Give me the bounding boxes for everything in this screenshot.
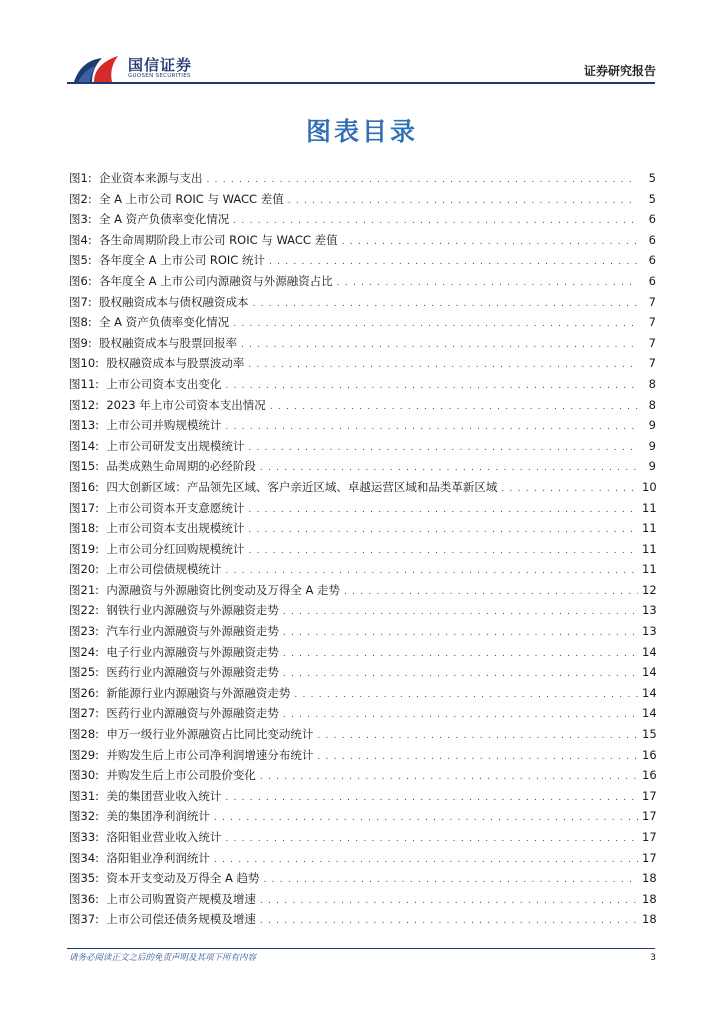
toc-entry-title: 企业资本来源与支出 bbox=[99, 171, 203, 185]
toc-entry-title: 医药行业内源融资与外源融资走势 bbox=[106, 665, 279, 680]
page-title: 图表目录 bbox=[305, 117, 418, 146]
toc-entry[interactable] bbox=[69, 209, 656, 230]
page-header bbox=[0, 0, 724, 85]
toc-entry[interactable] bbox=[69, 230, 656, 251]
disclaimer-text: 请务必阅读正文之后的免责声明及其项下所有内容 bbox=[69, 953, 257, 963]
toc-entry-title: 全 A 资产负债率变化情况 bbox=[99, 212, 230, 227]
toc-leader-dots bbox=[214, 808, 638, 829]
toc-entry-title: 新能源行业内源融资与外源融资走势 bbox=[106, 685, 291, 700]
toc-leader-dots bbox=[260, 891, 638, 912]
toc-leader-dots bbox=[260, 767, 638, 788]
toc-entry-page: 17 bbox=[642, 850, 657, 865]
toc-entry[interactable] bbox=[69, 786, 656, 807]
guosen-logo-icon bbox=[72, 52, 124, 84]
toc-entry-title: 上市公司资本支出变化 bbox=[106, 376, 222, 391]
toc-leader-dots bbox=[337, 273, 638, 294]
toc-entry-page: 9 bbox=[648, 459, 656, 474]
toc-entry-label: 图2: bbox=[69, 191, 92, 206]
toc-entry-title: 上市公司资本支出规模统计 bbox=[106, 521, 245, 536]
toc-leader-dots bbox=[283, 602, 638, 623]
toc-entry-label: 图32: bbox=[69, 809, 100, 824]
toc-leader-dots bbox=[248, 438, 638, 459]
toc-entry-title: 股权融资成本与股票波动率 bbox=[106, 356, 245, 371]
toc-entry[interactable] bbox=[69, 333, 656, 354]
toc-entry-page: 7 bbox=[648, 335, 656, 350]
toc-entry[interactable] bbox=[69, 189, 656, 210]
toc-leader-dots bbox=[270, 397, 638, 418]
toc-entry-page: 6 bbox=[648, 232, 656, 247]
toc-entry-label: 图12: bbox=[69, 397, 100, 412]
toc-entry[interactable] bbox=[69, 436, 656, 457]
toc-entry-title: 汽车行业内源融资与外源融资走势 bbox=[106, 624, 279, 639]
toc-leader-dots bbox=[214, 850, 638, 871]
header-divider bbox=[67, 82, 655, 84]
toc-entry[interactable] bbox=[69, 580, 656, 601]
toc-entry-page: 14 bbox=[642, 644, 657, 659]
toc-entry-title: 上市公司并购规模统计 bbox=[106, 418, 222, 433]
toc-entry-label: 图11: bbox=[69, 376, 100, 391]
toc-entry-title: 全 A 资产负债率变化情况 bbox=[99, 315, 230, 330]
toc-entry[interactable] bbox=[69, 848, 656, 869]
toc-leader-dots bbox=[248, 541, 638, 562]
toc-entry-page: 9 bbox=[648, 418, 656, 433]
toc-leader-dots bbox=[283, 664, 638, 685]
toc-entry-title: 上市公司购置资产规模及增速 bbox=[106, 891, 256, 906]
toc-entry-page: 13 bbox=[642, 603, 657, 618]
toc-leader-dots bbox=[260, 458, 638, 479]
toc-entry-label: 图28: bbox=[69, 727, 100, 742]
toc-entry-label: 图24: bbox=[69, 644, 100, 659]
toc-leader-dots bbox=[269, 252, 638, 273]
toc-entry[interactable] bbox=[69, 456, 656, 477]
toc-entry[interactable] bbox=[69, 415, 656, 436]
toc-entry[interactable] bbox=[69, 168, 656, 189]
toc-entry-page: 11 bbox=[642, 521, 657, 536]
toc-entry-page: 16 bbox=[642, 768, 657, 783]
toc-entry-label: 图6: bbox=[69, 273, 92, 288]
toc-entry-label: 图37: bbox=[69, 912, 100, 927]
toc-entry-label: 图36: bbox=[69, 891, 100, 906]
toc-leader-dots bbox=[225, 561, 638, 582]
toc-entry[interactable] bbox=[69, 703, 656, 724]
toc-entry-label: 图27: bbox=[69, 706, 100, 721]
toc-entry-page: 17 bbox=[642, 788, 657, 803]
toc-entry-page: 7 bbox=[648, 356, 656, 371]
toc-entry-label: 图21: bbox=[69, 582, 100, 597]
toc-entry-title: 美的集团净利润统计 bbox=[106, 809, 210, 824]
toc-entry-title: 美的集团营业收入统计 bbox=[106, 788, 222, 803]
toc-entry-label: 图5: bbox=[69, 253, 92, 268]
toc-leader-dots bbox=[260, 911, 638, 932]
toc-entry-label: 图16: bbox=[69, 479, 100, 494]
toc-leader-dots bbox=[283, 705, 638, 726]
toc-entry-page: 5 bbox=[648, 171, 656, 185]
toc-entry[interactable] bbox=[69, 827, 656, 848]
toc-entry-label: 图1: bbox=[69, 171, 92, 185]
toc-entry-title: 股权融资成本与债权融资成本 bbox=[99, 294, 249, 309]
footer-divider bbox=[67, 948, 655, 949]
guosen-logo bbox=[72, 52, 232, 86]
toc-entry[interactable] bbox=[69, 662, 656, 683]
report-type-label: 证券研究报告 bbox=[583, 64, 656, 78]
logo-chinese-name: 国信证券 bbox=[128, 56, 193, 74]
toc-entry-title: 上市公司分红回购规模统计 bbox=[106, 541, 245, 556]
toc-leader-dots bbox=[225, 829, 638, 850]
toc-entry-title: 上市公司偿债规模统计 bbox=[106, 562, 222, 577]
toc-leader-dots bbox=[248, 500, 638, 521]
toc-entry-title: 申万一级行业外源融资占比同比变动统计 bbox=[106, 727, 314, 742]
toc-entry-label: 图34: bbox=[69, 850, 100, 865]
toc-entry[interactable] bbox=[69, 765, 656, 786]
toc-entry-page: 8 bbox=[648, 397, 656, 412]
toc-entry-label: 图15: bbox=[69, 459, 100, 474]
toc-leader-dots bbox=[317, 726, 638, 747]
toc-entry-label: 图25: bbox=[69, 665, 100, 680]
toc-entry[interactable] bbox=[69, 353, 656, 374]
toc-entry-label: 图13: bbox=[69, 418, 100, 433]
toc-entry[interactable] bbox=[69, 909, 656, 930]
toc-entry[interactable] bbox=[69, 806, 656, 827]
toc-entry-title: 医药行业内源融资与外源融资走势 bbox=[106, 706, 279, 721]
toc-entry-label: 图35: bbox=[69, 871, 100, 886]
toc-entry[interactable] bbox=[69, 374, 656, 395]
toc-entry-label: 图7: bbox=[69, 294, 92, 309]
toc-entry-label: 图18: bbox=[69, 521, 100, 536]
toc-entry-page: 18 bbox=[642, 871, 657, 886]
toc-entry-title: 上市公司资本开支意愿统计 bbox=[106, 500, 245, 515]
toc-entry-page: 11 bbox=[642, 500, 657, 515]
toc-entry-page: 15 bbox=[642, 727, 657, 742]
toc-entry-page: 7 bbox=[648, 294, 656, 309]
toc-entry-label: 图23: bbox=[69, 624, 100, 639]
toc-entry-page: 8 bbox=[648, 376, 656, 391]
toc-entry-label: 图17: bbox=[69, 500, 100, 515]
toc-entry-label: 图33: bbox=[69, 830, 100, 844]
toc-entry-title: 2023 年上市公司资本支出情况 bbox=[106, 397, 266, 412]
toc-entry-title: 各年度全 A 上市公司 ROIC 统计 bbox=[99, 253, 265, 268]
toc-leader-dots bbox=[344, 582, 638, 603]
toc-entry-page: 17 bbox=[642, 809, 657, 824]
toc-entry-label: 图22: bbox=[69, 603, 100, 618]
toc-leader-dots bbox=[283, 623, 638, 644]
toc-entry-page: 6 bbox=[648, 273, 656, 288]
toc-entry[interactable] bbox=[69, 250, 656, 271]
table-of-figures bbox=[69, 168, 656, 930]
toc-entry[interactable] bbox=[69, 477, 656, 498]
toc-entry-label: 图20: bbox=[69, 562, 100, 577]
toc-entry-page: 12 bbox=[642, 582, 657, 597]
toc-entry[interactable] bbox=[69, 559, 656, 580]
toc-entry-title: 各生命周期阶段上市公司 ROIC 与 WACC 差值 bbox=[99, 232, 338, 247]
toc-leader-dots bbox=[264, 870, 638, 891]
toc-entry-title: 全 A 上市公司 ROIC 与 WACC 差值 bbox=[99, 191, 284, 206]
toc-entry[interactable] bbox=[69, 292, 656, 313]
toc-leader-dots bbox=[233, 314, 638, 335]
toc-leader-dots bbox=[317, 747, 638, 768]
toc-leader-dots bbox=[225, 417, 638, 438]
toc-entry-label: 图9: bbox=[69, 335, 92, 350]
toc-entry-title: 洛阳钼业净利润统计 bbox=[106, 850, 210, 865]
toc-entry-label: 图3: bbox=[69, 212, 92, 227]
toc-entry-title: 上市公司研发支出规模统计 bbox=[106, 438, 245, 453]
toc-leader-dots bbox=[501, 479, 638, 500]
toc-entry[interactable] bbox=[69, 868, 656, 889]
toc-entry-label: 图19: bbox=[69, 541, 100, 556]
toc-entry-page: 6 bbox=[648, 253, 656, 268]
toc-entry-page: 10 bbox=[642, 479, 657, 494]
toc-leader-dots bbox=[207, 170, 638, 191]
toc-leader-dots bbox=[248, 520, 638, 541]
toc-entry-page: 7 bbox=[648, 315, 656, 330]
toc-entry[interactable] bbox=[69, 745, 656, 766]
toc-leader-dots bbox=[342, 232, 638, 253]
toc-entry[interactable] bbox=[69, 600, 656, 621]
toc-entry-page: 13 bbox=[642, 624, 657, 639]
toc-leader-dots bbox=[225, 376, 638, 397]
toc-entry-title: 上市公司偿还债务规模及增速 bbox=[106, 912, 256, 927]
toc-leader-dots bbox=[283, 644, 638, 665]
toc-entry-label: 图8: bbox=[69, 315, 92, 330]
logo-english-name: GUOSEN SECURITIES bbox=[128, 73, 191, 79]
toc-entry-label: 图30: bbox=[69, 768, 100, 783]
toc-leader-dots bbox=[241, 335, 638, 356]
page-number: 3 bbox=[650, 953, 656, 963]
toc-entry-title: 品类成熟生命周期的必经阶段 bbox=[106, 459, 256, 474]
toc-entry[interactable] bbox=[69, 498, 656, 519]
toc-leader-dots bbox=[253, 294, 638, 315]
toc-entry[interactable] bbox=[69, 271, 656, 292]
toc-entry-title: 并购发生后上市公司净利润增速分布统计 bbox=[106, 747, 314, 762]
toc-entry[interactable] bbox=[69, 518, 656, 539]
toc-entry-label: 图29: bbox=[69, 747, 100, 762]
toc-entry-label: 图4: bbox=[69, 232, 92, 247]
toc-entry[interactable] bbox=[69, 724, 656, 745]
toc-entry-title: 四大创新区域：产品领先区域、客户亲近区域、卓越运营区域和品类革新区域 bbox=[106, 479, 498, 494]
toc-entry-page: 11 bbox=[642, 541, 657, 556]
toc-entry-label: 图10: bbox=[69, 356, 100, 371]
toc-entry-title: 资本开支变动及万得全 A 趋势 bbox=[106, 871, 260, 886]
toc-entry-label: 图14: bbox=[69, 438, 100, 453]
toc-entry-page: 11 bbox=[642, 562, 657, 577]
toc-entry-title: 内源融资与外源融资比例变动及万得全 A 走势 bbox=[106, 582, 341, 597]
toc-entry-title: 洛阳钼业营业收入统计 bbox=[106, 830, 222, 844]
toc-entry[interactable] bbox=[69, 621, 656, 642]
toc-entry-page: 14 bbox=[642, 706, 657, 721]
toc-entry-title: 钢铁行业内源融资与外源融资走势 bbox=[106, 603, 279, 618]
toc-entry-page: 18 bbox=[642, 891, 657, 906]
toc-entry-page: 18 bbox=[642, 912, 657, 927]
toc-leader-dots bbox=[294, 685, 638, 706]
toc-leader-dots bbox=[225, 788, 638, 809]
toc-entry[interactable] bbox=[69, 539, 656, 560]
toc-entry-page: 6 bbox=[648, 212, 656, 227]
toc-entry-label: 图26: bbox=[69, 685, 100, 700]
toc-entry-page: 9 bbox=[648, 438, 656, 453]
toc-entry-label: 图31: bbox=[69, 788, 100, 803]
toc-leader-dots bbox=[233, 211, 638, 232]
toc-entry-page: 5 bbox=[648, 191, 656, 206]
toc-entry-title: 电子行业内源融资与外源融资走势 bbox=[106, 644, 279, 659]
toc-entry-page: 16 bbox=[642, 747, 657, 762]
toc-entry[interactable] bbox=[69, 312, 656, 333]
toc-entry[interactable] bbox=[69, 642, 656, 663]
toc-entry[interactable] bbox=[69, 395, 656, 416]
toc-entry-title: 各年度全 A 上市公司内源融资与外源融资占比 bbox=[99, 273, 333, 288]
toc-entry[interactable] bbox=[69, 889, 656, 910]
toc-entry-title: 并购发生后上市公司股价变化 bbox=[106, 768, 256, 783]
toc-entry-page: 14 bbox=[642, 685, 657, 700]
toc-entry[interactable] bbox=[69, 683, 656, 704]
toc-entry-page: 17 bbox=[642, 830, 657, 844]
toc-leader-dots bbox=[248, 355, 638, 376]
toc-leader-dots bbox=[288, 191, 638, 212]
toc-entry-page: 14 bbox=[642, 665, 657, 680]
toc-entry-title: 股权融资成本与股票回报率 bbox=[99, 335, 238, 350]
